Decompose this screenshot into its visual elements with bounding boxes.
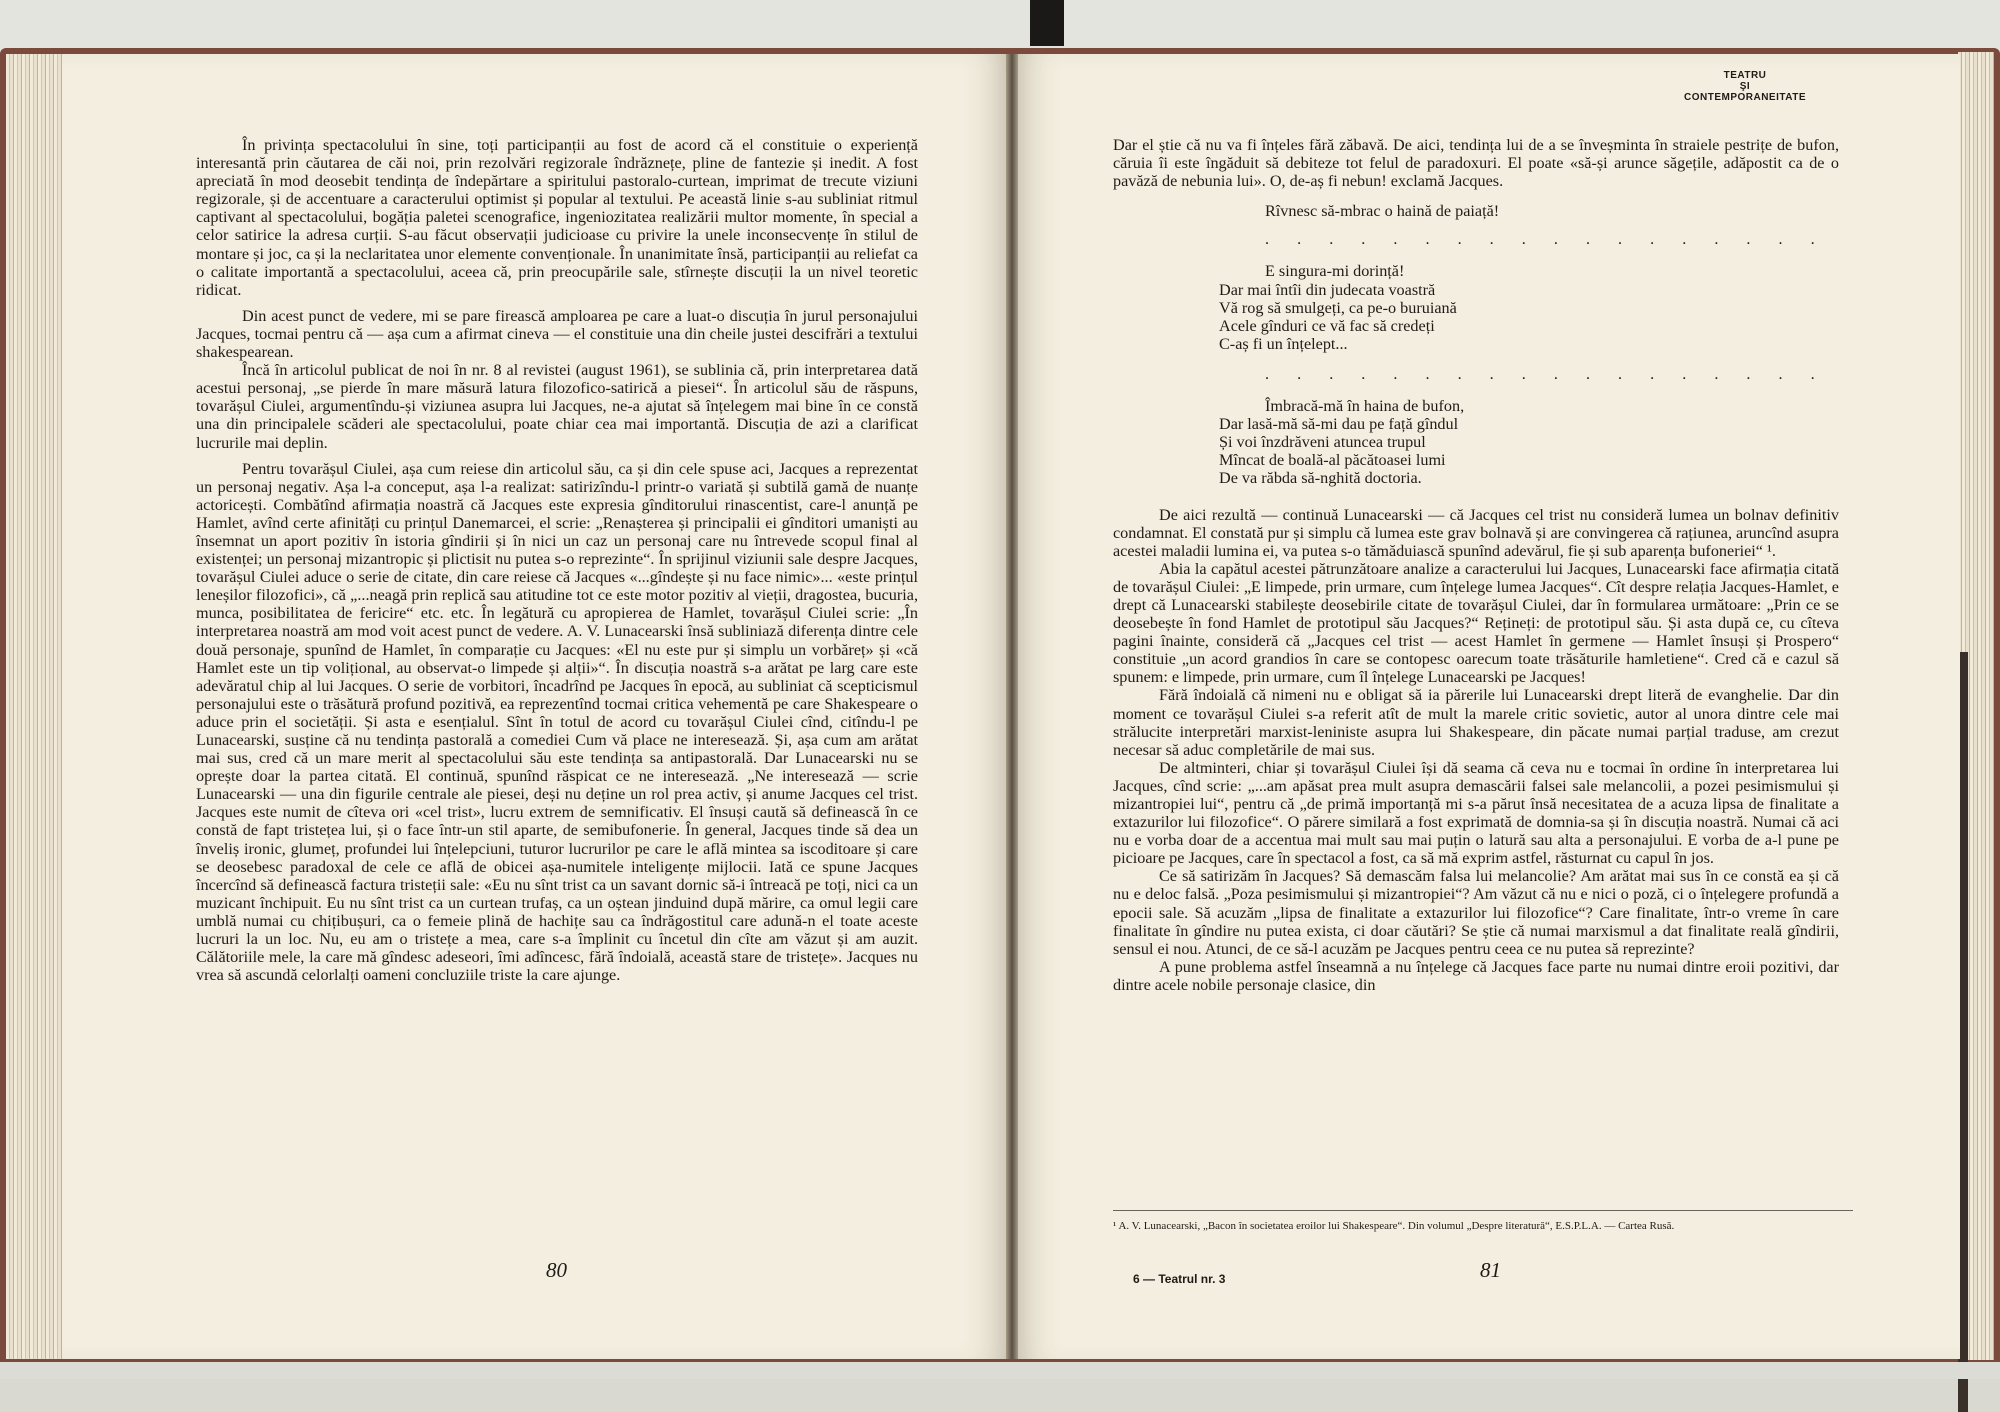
left-page-text [196,136,918,984]
paragraph: A pune problema astfel înseamnă a nu înțelege că Jacques face parte nu numai dintre eroii pozitivi, dar dintre acele nobile personaje clasice, din [1113,957,1839,994]
paragraph: De aici rezultă — continuă Lunacearski — că Jacques cel trist nu consideră lumea un bolnav definitiv condamnat. El constată pur și simplu că lumea este grav bolnavă și are convingerea că rațiunea, aruncînd asupra acestei maladii lumina ei, va putea s-o tămăduiască spunînd adevărul, fie și sub aparența bufoneriei“ ¹. [1113,505,1839,560]
paragraph: Încă în articolul publicat de noi în nr. 8 al revistei (august 1961), se sublinia că, prin interpretarea dată acestui personaj, „se pierde în mare măsură latura filozofico-satirică a piesei“. În articolul său de răspuns, tovarășul Ciulei, argumentîndu-și viziunea asupra lui Jacques, ne-a ajutat să înțelegem mai bine în ce constă una din principalele scăderi ale spectacolului, poate chiar cea mai importantă. Discuția de azi a clarificat lucrurile mai deplin. [196,361,918,452]
background-bottom [0,1362,2000,1379]
paragraph: Dar el știe că nu va fi înțeles fără zăbavă. De aici, tendința lui de a se înveșminta în straiele pestrițe de bufon, căruia îi este îngăduit să debiteze tot felul de paradoxuri. El poate «să-și arunce săgețile, adăpostit ca de o pavăză de nebunia lui». O, de-aș fi nebun! exclamă Jacques. [1113,136,1839,191]
ellipsis-dots: . . . . . . . . . . . . . . . . . . [1265,364,1827,383]
left-page-edges [6,54,66,1359]
header-line: ŞI [1739,81,1751,92]
paragraph: Ce să satirizăm în Jacques? Să demascăm falsa lui melancolie? Am arătat mai sus în ce constă ea și că nu e deloc falsă. „Poza pesimismului și mizantropiei“? Am văzut că nu e nici o poză, ci o înțelegere profundă a epocii sale. Să acuzăm „lipsa de finalitate a extazurilor lui filozofice“? Care finalitate, într-o vreme în care finalitate în gîndire nu putea exista, ci doar căutări? Se știe că numai marxismul a dat finalitate reală gîndirii, sensul ei nou. Atunci, de ce să-l acuzăm pe Jacques pentru ceea ce nu putea să reprezinte? [1113,867,1839,958]
paragraph: Abia la capătul acestei pătrunzătoare analize a caracterului lui Jacques, Lunacearski face afirmația citată de tovarășul Ciulei: „E limpede, prin urmare, cum înțelege lumea Jacques“. Cît despre relația Jacques-Hamlet, e drept că Lunacearski stabilește deosebirile citate de tovarășul Ciulei, dar în formularea următoare: „Prin ce se deosebește în fond Hamlet de prototipul său Jacques?“ Rețineți: de prototipul său. Și asta după ce, cu cîteva pagini înainte, consideră că „Jacques cel trist — acest Hamlet în germene — Hamlet însuși și Prospero“ constituie „un acord grandios în care se contopesc oarecum toate trăsăturile hamletiene“. Cred că e cazul să spunem: e limpede, prin urmare, cum îl înțelege Lunacearski pe Jacques! [1113,559,1839,687]
page-number-left: 80 [546,1258,567,1282]
signature-mark: 6 — Teatrul nr. 3 [1133,1272,1226,1286]
right-page-edges [1958,52,1994,1360]
header-line: TEATRU [1723,70,1767,81]
paragraph: Pentru tovarășul Ciulei, așa cum reiese din articolul său, ca și din cele spuse aci, Jacques a reprezentat un personaj negativ. Așa l-a conceput, așa l-a realizat: satirizîndu-l printr-o variată și subtilă gamă de nuanțe actoricești. Combătînd afirmația noastră că Jacques este expresia gînditorului rinascentist, care-l anunță pe Hamlet, avînd certe afinități cu prințul Danemarcei, el scrie: „Renașterea și principalii ei gînditori umaniști au însemnat un aport pozitiv în istoria gîndirii și în nici un caz un personaj care nu întrevede scopul final al existenței; un personaj mizantropic și plictisit nu putea s-o reprezinte“. În sprijinul viziunii sale despre Jacques, tovarășul Ciulei aduce o serie de citate, din care reiese că Jacques «...gîndește și nu face nimic»... «este prințul leneșilor filozofici», că „...neagă prin replică sau atitudine tot ce este motor pozitiv al vieții, dragostea, bucuria, munca, posibilitatea de fericire“ etc. etc. În legătură cu apropierea de Hamlet, tovarășul Ciulei scrie: „În interpretarea noastră am mod voit acest punct de vedere. A. V. Lunacearski însă subliniază diferența dintre cele două personaje, spunînd de Hamlet, în comparație cu Jacques: «El nu este pur și simplu un vorbăreț» și «că Hamlet este un tip volițional, au observat-o limpede și alții»“. În discuția noastră s-a arătat pe larg care este adevăratul chip al lui Jacques. O serie de vorbitori, încadrînd pe Jacques în epocă, au subliniat că scepticismul personajului este o trăsătură profund pozitivă, ea reprezentînd tocmai critica vehementă pe care Shakespeare o aduce prin el societății. Și asta e esențialul. Sînt în totul de acord cu tovarășul Ciulei cînd, citîndu-l pe Lunacearski, susține că nu tendința pastorală a comediei Cum vă place ne interesează. Și, așa cum am arătat mai sus, cred că un mare merit al spectacolului său este tendința sa antipastorală. Dar Lunacearski nu se oprește doar la partea citată. El continuă, spunînd răspicat ce ne interesează. „Ne interesează — scrie Lunacearski — una din figurile centrale ale piesei, deși nu deține un rol prea activ, și anume Jacques cel trist. Jacques este numit de cîteva ori «cel trist», lucru extrem de semnificativ. El însuși caută să definească în ce constă de fapt tristețea lui, și o face într-un stil aparte, de semibufonerie. În general, Jacques tinde să dea un înveliș ironic, glumeț, profundei lui înțelepciuni, tuturor lucrurilor pe care le află mintea sa iscoditoare și care se deosebesc paradoxal de cele ce află de obicei așa-numitele inteligențe mijlocii. Iată ce spune Jacques încercînd să definească factura tristeții sale: «Eu nu sînt trist ca un savant dornic să-i întreacă pe toți, nici ca un muzicant închipuit. Eu nu sînt trist ca un curtean trufaș, ca un oștean jinduind după mărire, ca omul legii care umblă numai cu chițibușuri, ca o femeie plină de hachițe sau ca îndrăgostitul care adună-n el toate aceste lucruri la un loc. Nu, eu am o tristețe a mea, care s-a împlinit cu încetul din cîte am văzut și am auzit. Călătoriile mele, la care mă gîndesc adeseori, îmi adîncesc, fără îndoială, această stare de tristețe». Jacques nu vrea să ascundă celorlalți oameni concluziile triste la care ajunge. [196,459,918,985]
paragraph: Fără îndoială că nimeni nu e obligat să ia părerile lui Lunacearski drept literă de evanghelie. Dar din moment ce tovarășul Ciulei s-a referit atît de mult la marele critic sovietic, autor al unora dintre cele mai strălucite interpretări marxist-leniniste asupra lui Shakespeare, din păcate numai parțial traduse, am crezut necesar să aduc completările de mai sus. [1113,686,1839,759]
paragraph: De altminteri, chiar și tovarășul Ciulei își dă seama că ceva nu e tocmai în ordine în interpretarea lui Jacques, cînd scrie: „...am apăsat prea mult asupra demascării falsei sale melancolii, a pozei pesimismului și mizantropiei lui“, pentru că „de primă importanță mi s-a părut însă necesitatea de a acuza lipsa de finalitate a extazurilor lui filozofice“. O părere similară a fost exprimată de domnia-sa și în discuția noastră. Numai că aci nu e vorba doar de a accentua mai mult sau mai puțin o latură sau alta a personajului. E vorba de a-l pune pe picioare pe Jacques, care în spectacol a fost, ca să mă exprim astfel, răsturnat cu capul în jos. [1113,758,1839,868]
paragraph: În privința spectacolului în sine, toți participanții au fost de acord că el constituie o experiență interesantă prin căutarea de căi noi, prin rezolvări regizorale îndrăznețe, pline de fantezie și inedit. A fost apreciată în mod deosebit tendința de îndepărtare a spiritului pastoralo-curtean, imprimat de trecute viziuni regizorale, și de accentuare a caracterului optimist și popular al textului. Pe această linie s-au subliniat ritmul captivant al spectacolului, bogăția paletei scenografice, ingeniozitatea realizării multor momente, în special a celor satirice la adresa curții. S-au făcut observații judicioase cu privire la unele inconsecvențe în stilul de montare și joc, ca și la neclaritatea unor elemente convenționale. În unanimitate însă, participanții au reliefat ca o calitate importantă a spectacolului, aceea că, prin preocupările sale, stîrnește discuții la un nivel teoretic ridicat. [196,136,918,299]
verse-line: Rîvnesc să-mbrac o haină de paiață! [1265,202,1500,221]
header-line: CONTEMPORANEITATE [1683,92,1806,103]
right-page-text [1113,136,1839,994]
verse-stanza: Îmbracă-mă în haina de bufon, Dar lasă-mă să-mi dau pe față gîndul Și voi înzdrăveni atuncea trupul Mîncat de boală-al păcătoasei lumi De va răbda să-nghită doctoria. [1219,397,1465,488]
footnote: ¹ A. V. Lunacearski, „Bacon în societatea eroilor lui Shakespeare“. Din volumul „Despre literatură“, E.S.P.L.A. — Cartea Rusă. [1113,1210,1853,1233]
paragraph: Din acest punct de vedere, mi se pare firească amploarea pe care a luat-o discuția în jurul personajului Jacques, tocmai pentru că — așa cum a afirmat cineva — el constituie una din cheile justei descifrări a textului shakespearean. [196,306,918,362]
book-gutter [1006,54,1018,1359]
dark-spine-tab [1030,0,1064,46]
running-header [1660,70,1830,103]
verse-stanza: E singura-mi dorință! Dar mai întîi din judecata voastră Vă rog să smulgeți, ca pe-o buruiană Acele gînduri ce vă fac să credeți C-aș fi un înțelept... [1219,262,1457,353]
ellipsis-dots: . . . . . . . . . . . . . . . . . . [1265,230,1827,249]
page-number-right: 81 [1480,1258,1501,1282]
